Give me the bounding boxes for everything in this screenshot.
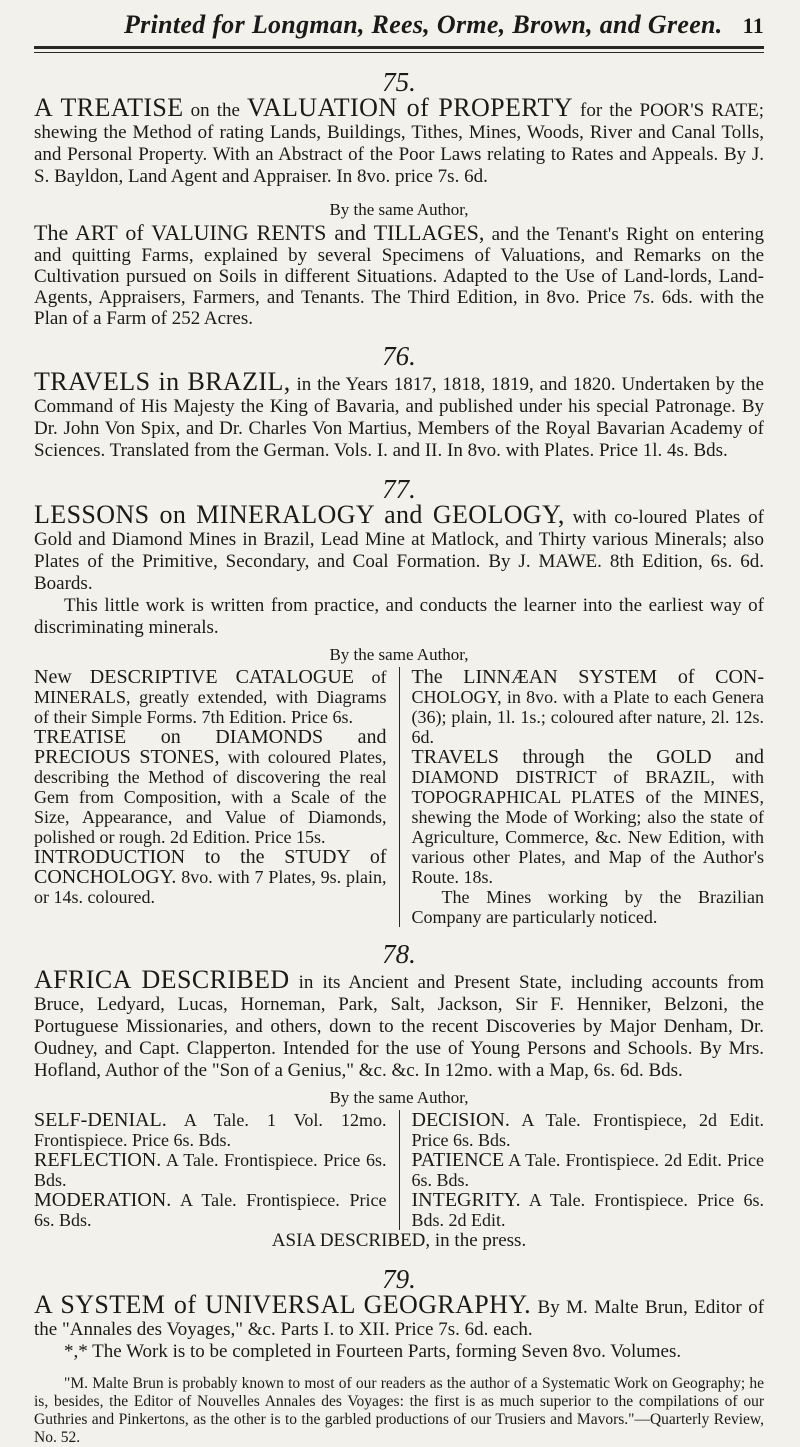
item-text: 8vo. with 7 Plates, 9s. plain, or 14s. coloured. bbox=[34, 867, 387, 907]
entry-75-lead bbox=[34, 93, 765, 188]
entry-77-right-item bbox=[412, 667, 765, 747]
entry-number-79: 79. bbox=[382, 1264, 416, 1294]
entry-79-lead bbox=[34, 1290, 765, 1341]
entry-78-byline: By the same Author, bbox=[329, 1088, 469, 1107]
item-title: New DESCRIPTIVE CATALOGUE bbox=[34, 666, 354, 688]
entry-number-77: 77. bbox=[382, 474, 416, 504]
item-text: A Tale. Frontispiece. Price 6s. Bds. bbox=[34, 1150, 387, 1190]
entry-77-right-column bbox=[400, 667, 765, 927]
entry-78-title: AFRICA DESCRIBED bbox=[34, 965, 290, 994]
entry-77-left-column bbox=[34, 667, 400, 927]
entry-76-title: TRAVELS in BRAZIL, bbox=[34, 367, 291, 396]
entry-79-quote: "M. Malte Brun is probably known to most of our readers as the author of a Systematic Work on Geography; he is, besides, the Editor of Nouvelles Annales des Voyages: the first is as much superior to the compilations of our Guthries and Pinkertons, as the other is to the garbled productions of our Trusiers and Mavors."—Quarterly Review, No. 52. bbox=[34, 1375, 764, 1446]
entry-78-right-column bbox=[400, 1110, 765, 1230]
entry-78-lead bbox=[34, 965, 765, 1082]
entry-75-second-title: The ART of VALUING RENTS and TILLAGES, bbox=[34, 220, 485, 245]
item-title: SELF-DENIAL. bbox=[34, 1109, 167, 1131]
item-title: TREATISE on DIAMONDS and PRECIOUS STONES, bbox=[34, 726, 387, 768]
item-text: The Mines working by the Brazilian Company are particularly noticed. bbox=[411, 887, 764, 927]
entry-number-76: 76. bbox=[382, 341, 416, 371]
entry-number-75: 75. bbox=[382, 67, 416, 97]
entry-77-columns bbox=[34, 667, 764, 927]
header-rule-thin bbox=[34, 52, 764, 53]
item-text: A Tale. Frontispiece. 2d Edit. Price 6s. Bds. bbox=[411, 1150, 764, 1190]
entry-76-body: in the Years 1817, 1818, 1819, and 1820. Undertaken by the Command of His Majesty the King of Bavaria, and published under his special Patronage. By Dr. John Von Spix, and Dr. Charles Von Martius, Members of the Royal Bavarian Academy of Sciences. Translated from the German. Vols. I. and II. In 8vo. with Plates. Price 1l. 4s. Bds. bbox=[34, 374, 764, 461]
item-text: CHOLOGY, in 8vo. with a Plate to each Genera (36); plain, 1l. 1s.; coloured after nature, 2l. 12s. 6d. bbox=[411, 687, 764, 747]
entry-75-title: VALUATION of PROPERTY bbox=[247, 93, 573, 122]
entry-77-lead bbox=[34, 500, 764, 595]
entry-78-right-item bbox=[412, 1190, 765, 1230]
entry-75-title-on: on the bbox=[190, 100, 240, 121]
item-text: of MINERALS, greatly extended, with Diagrams of their Simple Forms. 7th Edition. Price 6s. bbox=[34, 667, 387, 727]
entry-77-byline: By the same Author, bbox=[329, 645, 469, 664]
item-title: REFLECTION. bbox=[34, 1149, 162, 1171]
entry-78-left-item bbox=[34, 1110, 387, 1150]
entry-78-body: in its Ancient and Present State, including accounts from Bruce, Ledyard, Lucas, Horneman, Park, Salt, Jackson, Sir F. Henniker, Belzoni, the Portuguese Missionaries, and others, down to the recent Discoveries by Major Denham, Dr. Oudney, and Capt. Clapperton. Intended for the use of Young Persons and Schools. By Mrs. Hofland, Author of the "Son of a Genius," &c. &c. In 12mo. with a Map, 6s. 6d. Bds. bbox=[34, 972, 765, 1081]
item-text: A Tale. Frontispiece. Price 6s. Bds. 2d Edit. bbox=[411, 1190, 764, 1230]
entry-78-right-item bbox=[412, 1150, 765, 1190]
entry-77-right-item bbox=[412, 887, 765, 927]
item-text: A Tale. Frontispiece. Price 6s. Bds. bbox=[34, 1190, 387, 1230]
entry-75-second-body: and the Tenant's Right on entering and quitting Farms, explained by several Specimens of Valuations, and Remarks on the Cultivation pursued on Soils in different Situations. Adapted to the Use of Land-lords, Land-Agents, Appraisers, Farmers, and Tenants. The Third Edition, in 8vo. Price 7s. 6ds. with the Plan of a Farm of 252 Acres. bbox=[34, 224, 765, 329]
entry-78-columns bbox=[34, 1110, 764, 1230]
item-title: MODERATION. bbox=[34, 1189, 172, 1211]
entry-75-title-for: for the bbox=[580, 100, 633, 121]
entry-78-left-item bbox=[34, 1190, 387, 1230]
entry-77-body2: This little work is written from practice, and conducts the learner into the earliest way of discriminating minerals. bbox=[34, 595, 764, 638]
running-header bbox=[34, 10, 764, 40]
entry-77-left-item bbox=[34, 667, 387, 727]
entry-77-left-item bbox=[34, 847, 387, 907]
entry-number-78: 78. bbox=[382, 939, 416, 969]
entry-77-right-item bbox=[412, 747, 765, 887]
item-title: INTEGRITY. bbox=[411, 1189, 521, 1211]
entry-78-footer-line: ASIA DESCRIBED, in the press. bbox=[271, 1230, 527, 1251]
entry-79-body: By M. Malte Brun, Editor of the "Annales des Voyages," &c. Parts I. to XII. Price 7s. 6d. each. bbox=[34, 1297, 765, 1340]
entry-75-title-pre: A TREATISE bbox=[34, 93, 184, 122]
item-text: A Tale. 1 Vol. 12mo. Frontispiece. Price 6s. Bds. bbox=[34, 1110, 387, 1150]
item-text: A Tale. Frontispiece, 2d Edit. Price 6s. Bds. bbox=[411, 1110, 764, 1150]
entry-75-body: POOR'S RATE; shewing the Method of rating Lands, Buildings, Tithes, Mines, Woods, River and Canal Tolls, and Personal Property. With an Abstract of the Poor Laws relating to Rates and Appeals. By J. S. Bayldon, Land Agent and Appraiser. In 8vo. price 7s. 6d. bbox=[34, 100, 765, 187]
item-title: The LINNÆAN SYSTEM of CON- bbox=[411, 666, 764, 688]
entry-78-right-item bbox=[412, 1110, 765, 1150]
entry-77-title: LESSONS on MINERALOGY and GEOLOGY, bbox=[34, 500, 565, 529]
entry-78-left-item bbox=[34, 1150, 387, 1190]
header-rule-thick bbox=[34, 46, 764, 49]
item-title: PATIENCE bbox=[411, 1149, 505, 1171]
entry-77-left-item bbox=[34, 727, 387, 847]
entry-77-body: with co-loured Plates of Gold and Diamond Mines in Brazil, Lead Mine at Matlock, and Thirty various Minerals; also Plates of the Primitive, Secondary, and Coal Formation. By J. MAWE. 8th Edition, 6s. 6d. Boards. bbox=[34, 507, 764, 594]
item-title: TRAVELS through the GOLD and bbox=[411, 746, 764, 768]
entry-79-note: *,* The Work is to be completed in Fourteen Parts, forming Seven 8vo. Volumes. bbox=[64, 1341, 682, 1362]
running-title: Printed for Longman, Rees, Orme, Brown, and Green. bbox=[124, 10, 723, 39]
item-text: DIAMOND DISTRICT of BRAZIL, with TOPOGRAPHICAL PLATES of the MINES, shewing the Mode of Working; also the state of Agriculture, Commerce, &c. New Edition, with various other Plates, and Map of the Author's Route. 18s. bbox=[411, 767, 764, 887]
entry-79-title: A SYSTEM of UNIVERSAL GEOGRAPHY. bbox=[34, 1290, 532, 1319]
entry-76-lead bbox=[34, 367, 764, 462]
page-number: 11 bbox=[742, 13, 764, 38]
entry-75-byline: By the same Author, bbox=[329, 200, 469, 219]
item-text: with coloured Plates, describing the Method of discovering the real Gem from Composition, with a Scale of the Size, Appearance, and Value of Diamonds, polished or rough. 2d Edition. Price 15s. bbox=[34, 747, 387, 847]
entry-78-left-column bbox=[34, 1110, 400, 1230]
entry-75-second bbox=[34, 222, 764, 329]
item-title: INTRODUCTION to the STUDY of CONCHOLOGY. bbox=[34, 846, 387, 888]
item-title: DECISION. bbox=[411, 1109, 510, 1131]
